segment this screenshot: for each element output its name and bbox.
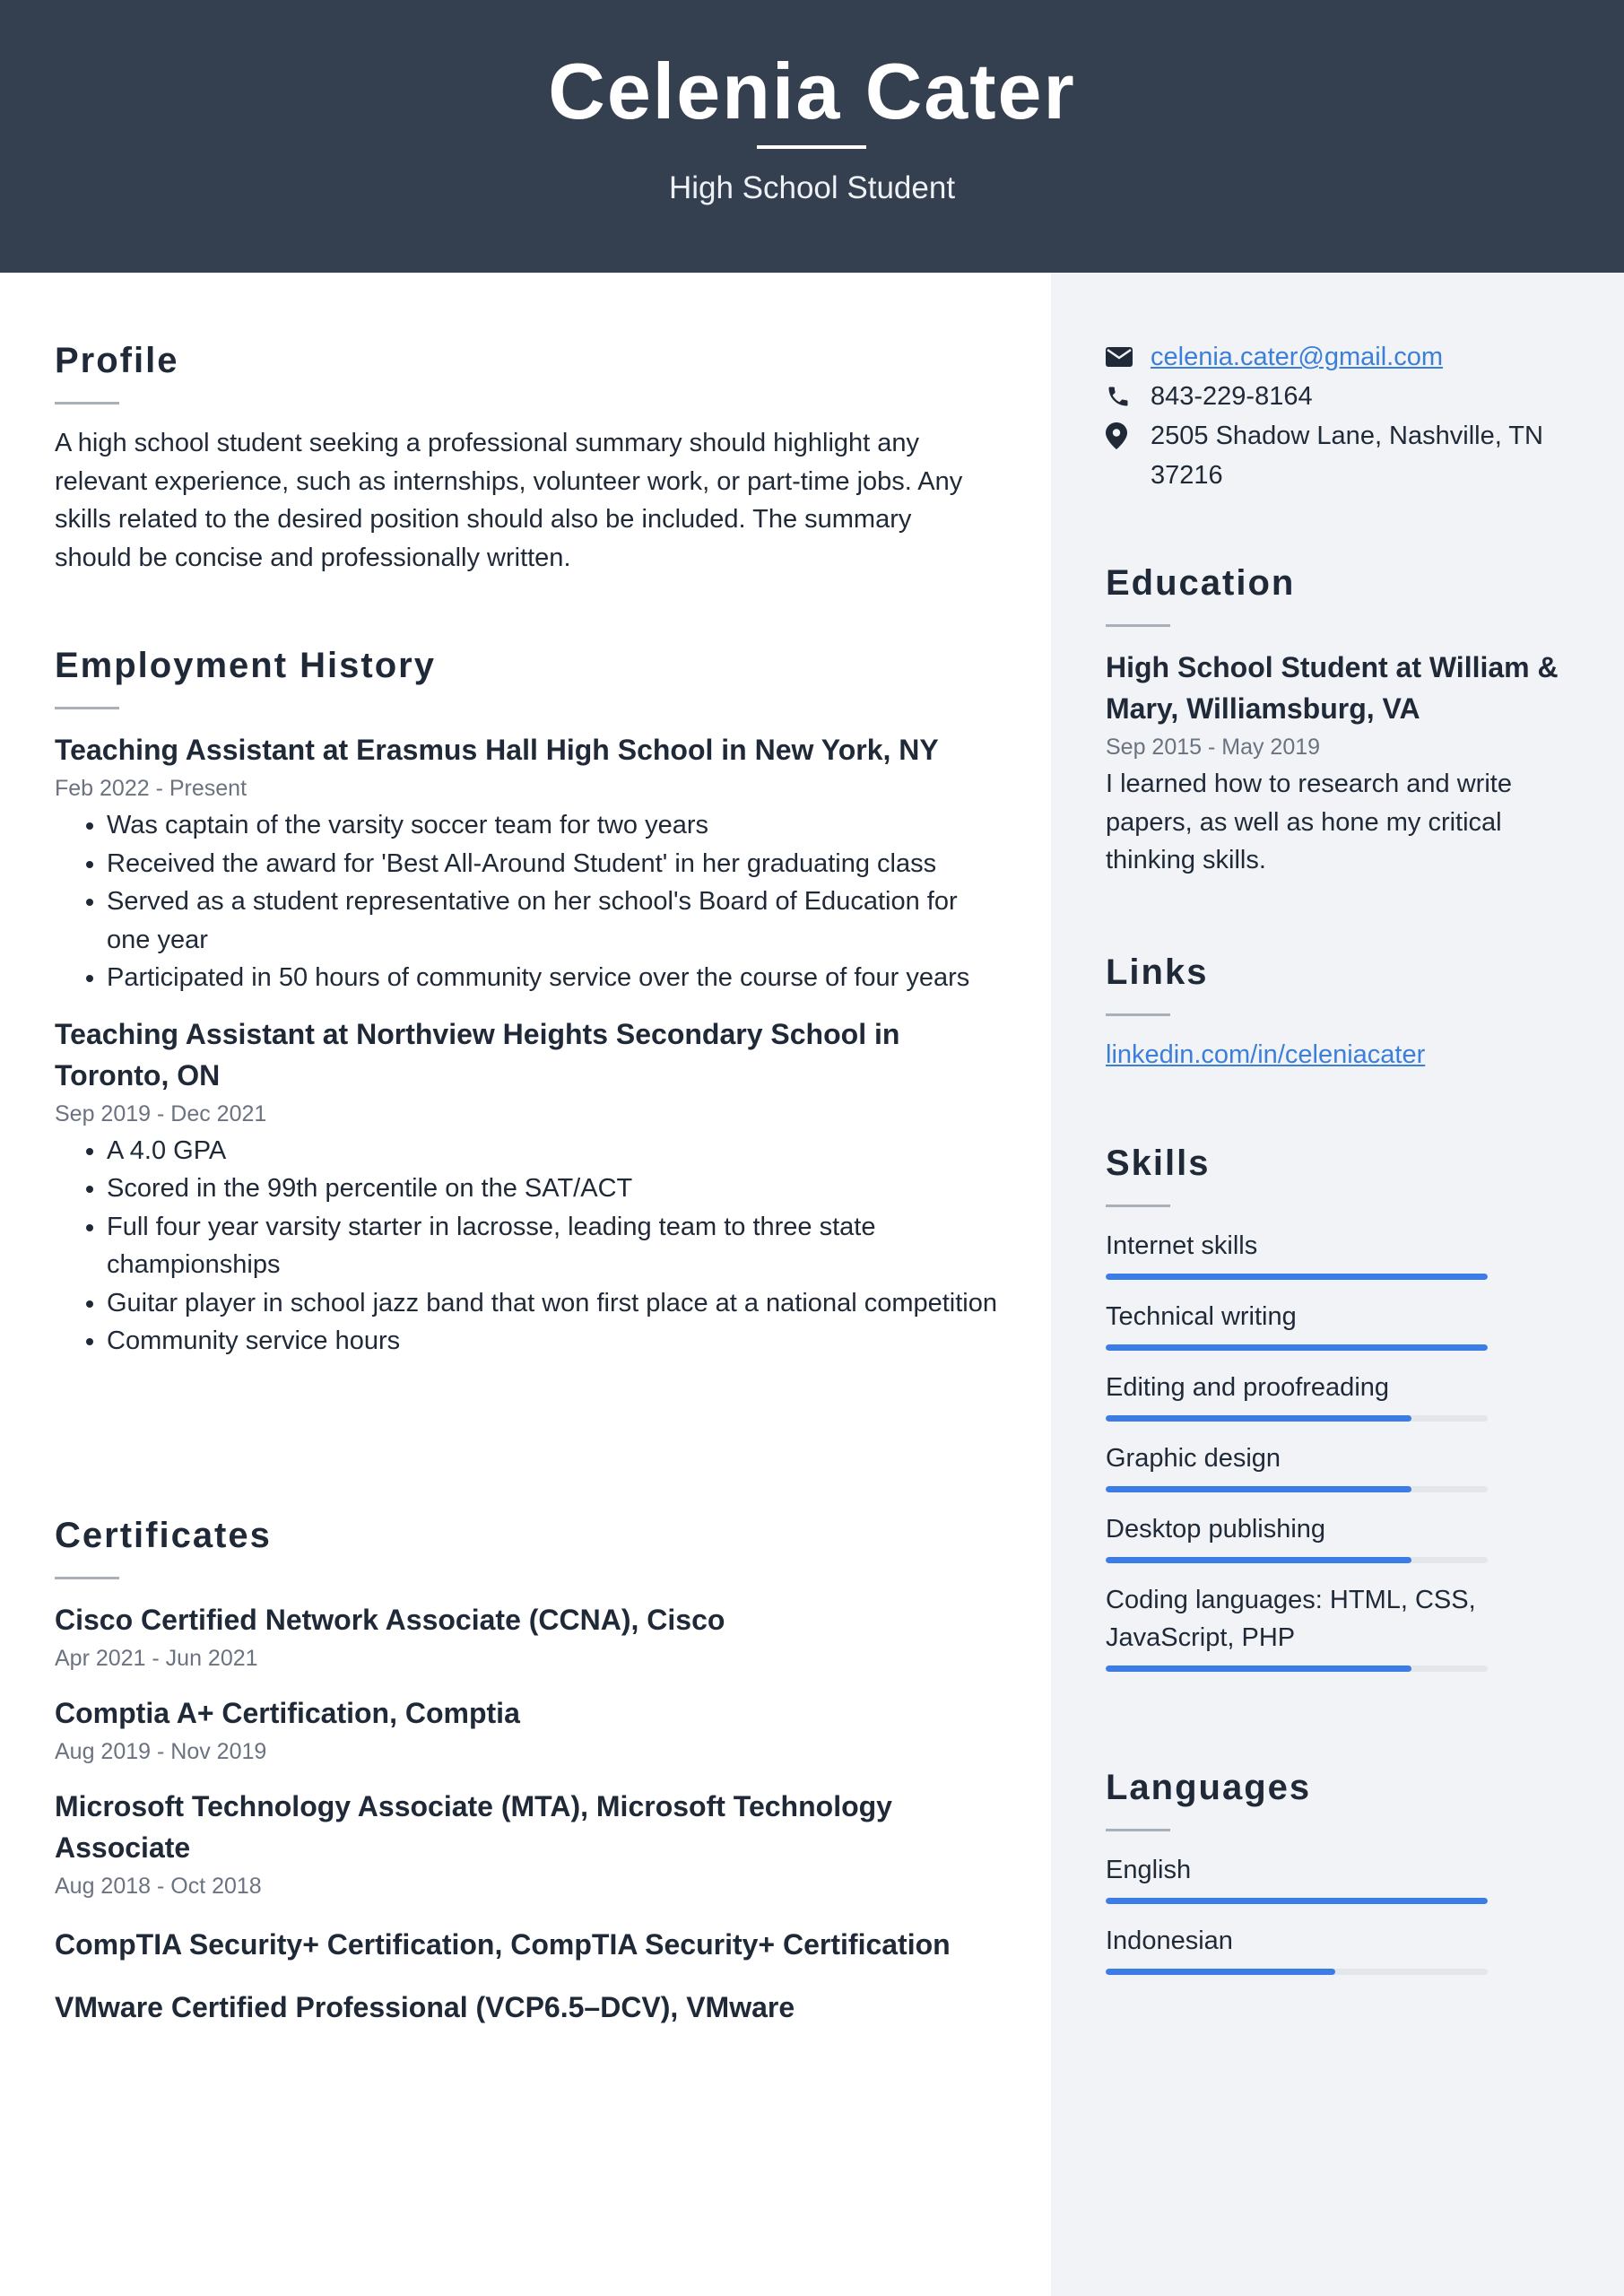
skills-section — [1106, 1140, 1590, 1690]
section-divider — [55, 1577, 119, 1579]
language-bar-fill — [1106, 1898, 1488, 1904]
job-bullet: • A 4.0 GPA — [107, 1132, 1005, 1170]
map-pin-icon — [1106, 416, 1151, 456]
job-bullet: • Community service hours — [107, 1322, 1005, 1361]
resume-header — [0, 0, 1624, 273]
section-divider — [55, 707, 119, 709]
language-bar — [1106, 1898, 1488, 1904]
job-bullet: • Participated in 50 hours of community service over the course of four years — [107, 959, 1005, 997]
certificate-entry — [55, 1599, 1005, 1676]
job-title: Teaching Assistant at Northview Heights Secondary School in Toronto, ON — [55, 1017, 900, 1091]
education-text: I learned how to research and write papers, as well as hone my critical thinking skills. — [1106, 770, 1512, 874]
job-bullet: • Full four year varsity starter in lacrosse, leading team to three state championships — [107, 1208, 1005, 1284]
skill-label: Graphic design — [1106, 1444, 1281, 1473]
certificate-title: VMware Certified Professional (VCP6.5–DCV), VMware — [55, 1991, 795, 2023]
profile-text: A high school student seeking a professional summary should highlight any relevant experience, such as internships, volunteer work, or part-time jobs. Any skills related to the desired position should also be included. The summary should be concise and professionally written. — [55, 429, 963, 572]
language-item — [1106, 1922, 1590, 1975]
skill-label: Editing and proofreading — [1106, 1373, 1390, 1402]
job-bullet: • Was captain of the varsity soccer team for two years — [107, 806, 1005, 845]
candidate-name: Celenia Cater — [548, 47, 1076, 135]
skill-label: Internet skills — [1106, 1231, 1258, 1260]
certificate-entry — [55, 1692, 1005, 1770]
skill-bar-fill — [1106, 1486, 1411, 1492]
links-heading: Links — [1106, 952, 1209, 992]
contact-address-row — [1106, 416, 1590, 495]
skill-label: Coding languages: HTML, CSS, JavaScript, PHP — [1106, 1586, 1476, 1652]
education-section — [1106, 560, 1590, 880]
skill-bar — [1106, 1344, 1488, 1351]
address: 2505 Shadow Lane, Nashville, TN 37216 — [1151, 422, 1543, 490]
contact-section — [1106, 337, 1590, 495]
phone-number: 843-229-8164 — [1151, 382, 1313, 411]
job-entry — [55, 729, 1005, 997]
language-bar-fill — [1106, 1969, 1335, 1975]
skill-bar-fill — [1106, 1665, 1411, 1672]
candidate-title: High School Student — [668, 170, 956, 205]
skill-item — [1106, 1439, 1590, 1492]
skill-bar — [1106, 1665, 1488, 1672]
phone-icon — [1106, 377, 1151, 416]
section-divider — [1106, 1829, 1170, 1831]
skill-bar — [1106, 1557, 1488, 1563]
skills-heading: Skills — [1106, 1144, 1211, 1183]
job-entry — [55, 1013, 1005, 1361]
skill-label: Desktop publishing — [1106, 1515, 1326, 1544]
certificate-title: Cisco Certified Network Associate (CCNA), Cisco — [55, 1604, 725, 1636]
skill-item — [1106, 1581, 1590, 1672]
education-dates: Sep 2015 - May 2019 — [1106, 735, 1321, 760]
certificate-title: Microsoft Technology Associate (MTA), Microsoft Technology Associate — [55, 1790, 892, 1864]
skill-bar — [1106, 1415, 1488, 1422]
linkedin-link[interactable]: linkedin.com/in/celeniacater — [1106, 1040, 1426, 1069]
certificates-section — [55, 1512, 1005, 2028]
job-bullet: • Served as a student representative on her school's Board of Education for one year — [107, 883, 1005, 959]
skill-item — [1106, 1510, 1590, 1563]
skill-bar-fill — [1106, 1344, 1488, 1351]
contact-phone-row — [1106, 377, 1590, 416]
skill-label: Technical writing — [1106, 1302, 1297, 1331]
skill-bar — [1106, 1486, 1488, 1492]
skill-bar-fill — [1106, 1415, 1411, 1422]
certificates-heading: Certificates — [55, 1516, 272, 1555]
profile-heading: Profile — [55, 341, 179, 380]
job-bullet: • Received the award for 'Best All-Around Student' in her graduating class — [107, 845, 1005, 883]
section-divider — [1106, 1205, 1170, 1207]
skill-item — [1106, 1227, 1590, 1280]
languages-section — [1106, 1764, 1590, 1993]
certificate-entry — [55, 1786, 1005, 1904]
skill-item — [1106, 1298, 1590, 1351]
envelope-icon — [1106, 337, 1151, 377]
certificate-dates: Aug 2018 - Oct 2018 — [55, 1874, 262, 1899]
certificate-entry — [55, 1987, 1005, 2028]
language-label: English — [1106, 1856, 1192, 1884]
language-label: Indonesian — [1106, 1926, 1233, 1955]
certificate-title: CompTIA Security+ Certification, CompTIA Security+ Certification — [55, 1928, 951, 1961]
section-divider — [55, 402, 119, 404]
language-bar — [1106, 1969, 1488, 1975]
job-bullet: • Scored in the 99th percentile on the SAT/ACT — [107, 1170, 1005, 1208]
job-dates: Sep 2019 - Dec 2021 — [55, 1100, 267, 1126]
certificate-title: Comptia A+ Certification, Comptia — [55, 1697, 520, 1729]
section-divider — [1106, 624, 1170, 627]
header-divider — [757, 145, 866, 149]
education-title: High School Student at William & Mary, Williamsburg, VA — [1106, 651, 1559, 725]
links-section — [1106, 949, 1590, 1074]
skill-bar — [1106, 1274, 1488, 1280]
email-link[interactable]: celenia.cater@gmail.com — [1151, 343, 1444, 371]
job-bullets — [55, 806, 1005, 997]
skill-item — [1106, 1369, 1590, 1422]
job-bullet: • Guitar player in school jazz band that won first place at a national competition — [107, 1284, 1005, 1323]
contact-email-row — [1106, 337, 1590, 377]
education-heading: Education — [1106, 563, 1296, 603]
certificate-dates: Apr 2021 - Jun 2021 — [55, 1646, 258, 1671]
languages-heading: Languages — [1106, 1768, 1312, 1807]
employment-heading: Employment History — [55, 646, 436, 685]
section-divider — [1106, 1013, 1170, 1016]
job-title: Teaching Assistant at Erasmus Hall High School in New York, NY — [55, 734, 939, 766]
certificate-dates: Aug 2019 - Nov 2019 — [55, 1739, 267, 1764]
job-dates: Feb 2022 - Present — [55, 776, 248, 801]
certificate-entry — [55, 1924, 1005, 1965]
profile-section — [55, 337, 1005, 577]
skill-bar-fill — [1106, 1274, 1488, 1280]
job-bullets — [55, 1132, 1005, 1361]
skill-bar-fill — [1106, 1557, 1411, 1563]
language-item — [1106, 1851, 1590, 1904]
employment-section — [55, 642, 1005, 1361]
